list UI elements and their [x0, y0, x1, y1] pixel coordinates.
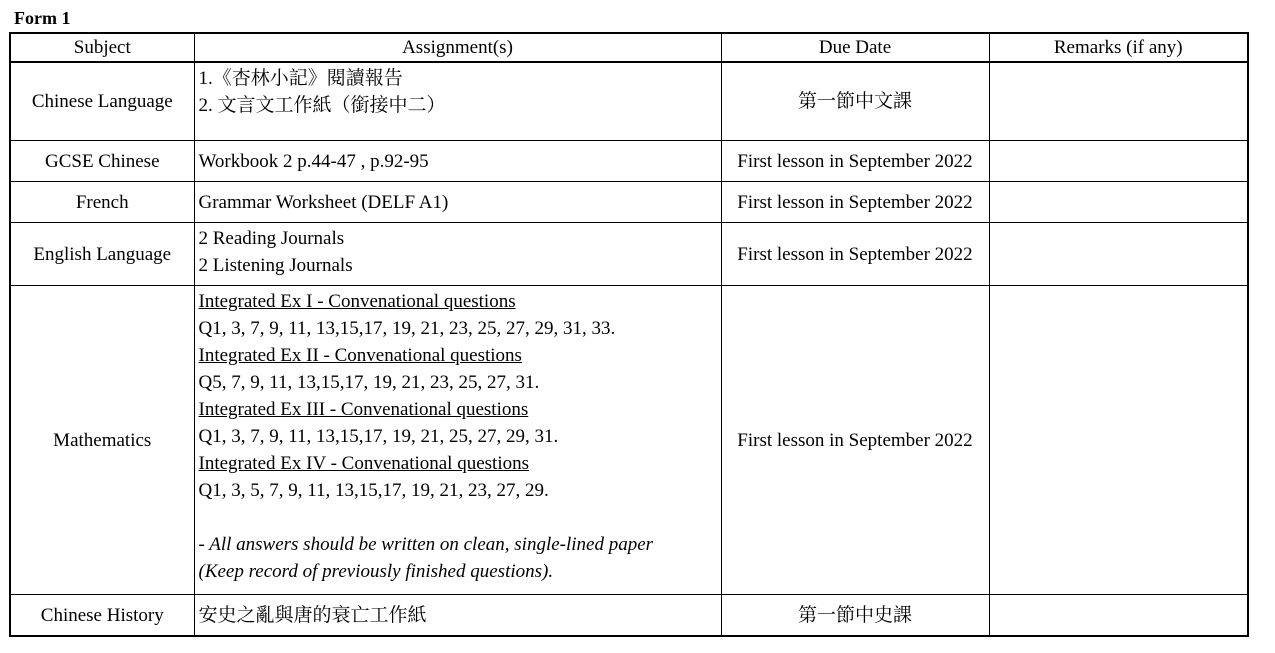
table-row [10, 223, 1248, 286]
table-row [10, 62, 1248, 141]
due-date-cell: First lesson in September 2022 [721, 223, 989, 286]
due-date-cell: 第一節中史課 [721, 595, 989, 637]
header-remarks: Remarks (if any) [989, 33, 1248, 62]
subject-cell: Chinese Language [10, 62, 194, 141]
subject-cell: English Language [10, 223, 194, 286]
assignment-line: Q1, 3, 7, 9, 11, 13,15,17, 19, 21, 23, 25, 27, 29, 31, 33. [198, 318, 616, 339]
remarks-cell [989, 286, 1248, 595]
subject-cell: French [10, 182, 194, 223]
subject-cell: GCSE Chinese [10, 141, 194, 182]
assignment-line: Grammar Worksheet (DELF A1) [198, 191, 449, 213]
remarks-cell [989, 223, 1248, 286]
spacer [199, 504, 717, 531]
assignment-cell [194, 182, 721, 223]
assignment-line: Integrated Ex III - Convenational questions [198, 399, 529, 420]
due-date-cell: First lesson in September 2022 [721, 182, 989, 223]
table-row [10, 182, 1248, 223]
subject-cell: Chinese History [10, 595, 194, 637]
assignment-line: 安史之亂與唐的衰亡工作紙 [198, 604, 427, 626]
remarks-cell [989, 595, 1248, 637]
due-date-cell: 第一節中文課 [721, 62, 989, 141]
subject-cell: Mathematics [10, 286, 194, 595]
assignment-line: Q1, 3, 7, 9, 11, 13,15,17, 19, 21, 25, 27, 29, 31. [198, 426, 559, 447]
assignment-line: Q5, 7, 9, 11, 13,15,17, 19, 21, 23, 25, 27, 31. [198, 372, 540, 393]
form-title: Form 1 [14, 8, 71, 28]
homework-table [9, 32, 1249, 637]
assignment-line: Workbook 2 p.44-47 , p.92-95 [198, 150, 429, 172]
table-row [10, 595, 1248, 637]
assignment-line: Integrated Ex II - Convenational questions [198, 345, 522, 366]
table-row [10, 141, 1248, 182]
assignment-note: (Keep record of previously finished questions). [198, 561, 554, 582]
assignment-line: 1.《杏林小記》閱讀報告 [198, 68, 403, 89]
assignment-cell [194, 286, 721, 595]
remarks-cell [989, 62, 1248, 141]
due-date-cell: First lesson in September 2022 [721, 286, 989, 595]
remarks-cell [989, 141, 1248, 182]
assignment-cell [194, 595, 721, 637]
assignment-line: Q1, 3, 5, 7, 9, 11, 13,15,17, 19, 21, 23, 27, 29. [198, 480, 549, 501]
assignment-line: Integrated Ex I - Convenational questions [198, 291, 516, 312]
assignment-cell [194, 141, 721, 182]
header-row [10, 33, 1248, 62]
header-due-date: Due Date [721, 33, 989, 62]
due-date-cell: First lesson in September 2022 [721, 141, 989, 182]
assignment-line: 2 Reading Journals [198, 228, 345, 249]
remarks-cell [989, 182, 1248, 223]
header-assignment: Assignment(s) [194, 33, 721, 62]
header-subject: Subject [10, 33, 194, 62]
table-row [10, 286, 1248, 595]
assignment-line: 2. 文言文工作紙（銜接中二） [198, 95, 446, 116]
assignment-cell [194, 62, 721, 141]
assignment-cell [194, 223, 721, 286]
assignment-line: Integrated Ex IV - Convenational questions [198, 453, 529, 474]
assignment-note: - All answers should be written on clean, single-lined paper [198, 534, 654, 555]
assignment-line: 2 Listening Journals [198, 255, 353, 276]
